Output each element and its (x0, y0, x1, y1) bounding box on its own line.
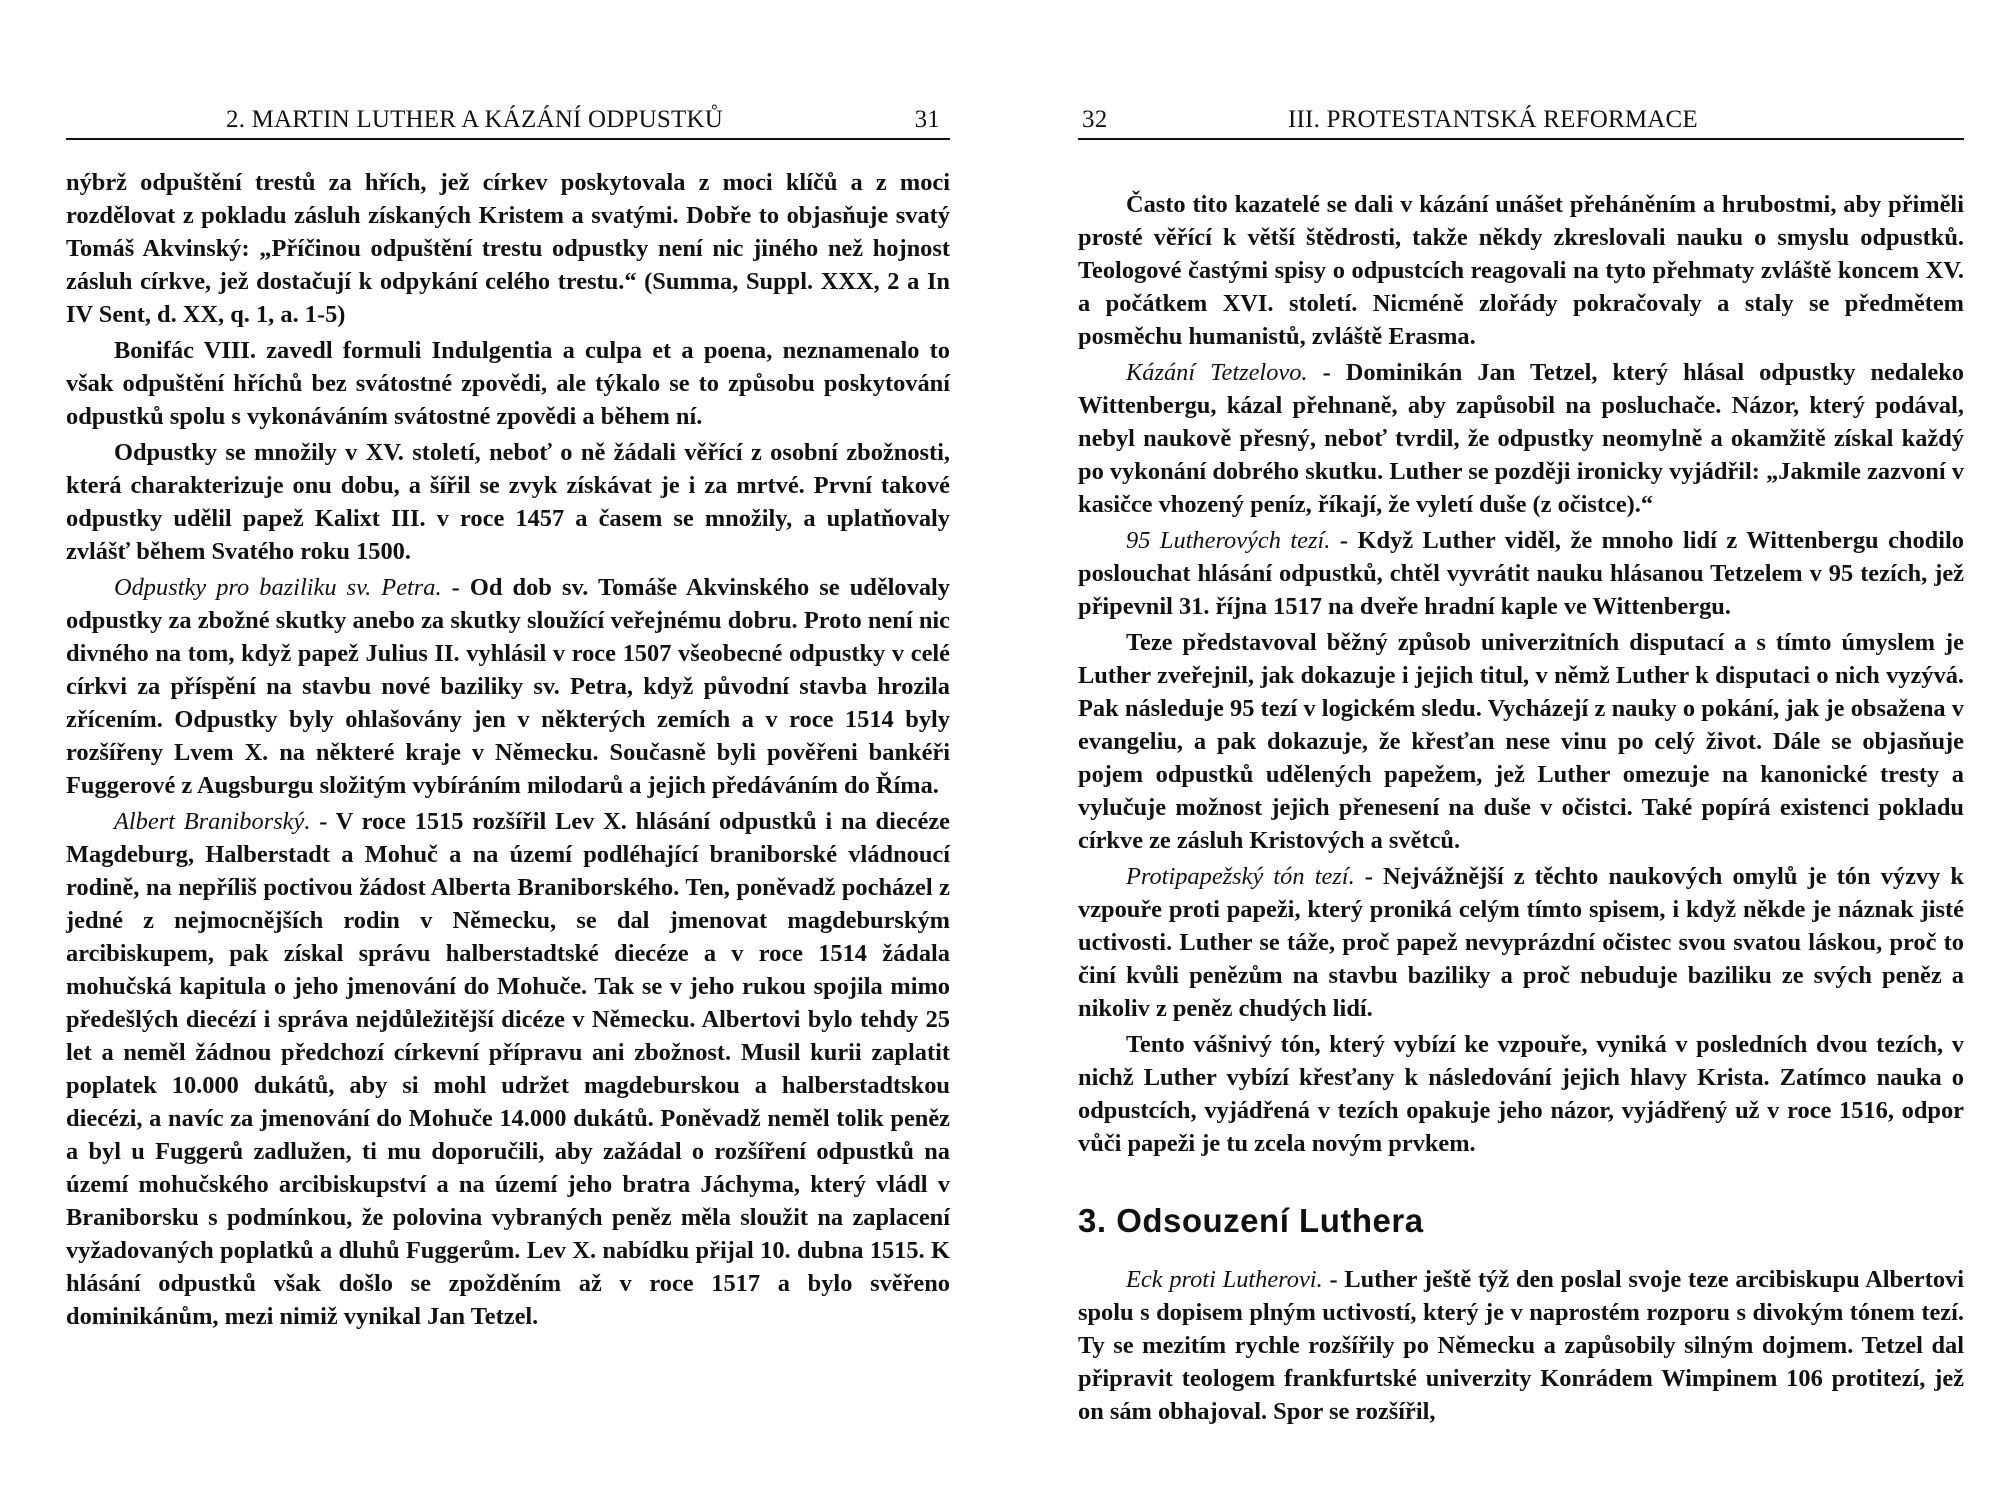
paragraph (1078, 356, 1964, 521)
paragraph (66, 334, 950, 433)
paragraph-text: Bonifác VIII. zavedl formuli Indulgentia a culpa et a poena, neznamenalo to však odpuštění hříchů bez svátostné zpovědi, ale týkalo se to způsobu poskytování odpustků spolu s vykonáváním svátostné zpovědi a během ní. (66, 337, 950, 430)
right-page (1078, 0, 1964, 1500)
paragraph (1078, 626, 1964, 857)
paragraph-text: - Dominikán Jan Tetzel, který hlásal odpustky nedaleko Wittenbergu, kázal přehnaně, aby zapůsobil na posluchače. Názor, který podával, nebyl naukově přesný, neboť tvrdil, že odpustky neomylně a okamžitě získal každý po vykonání dobrého skutku. Luther se později ironicky vyjádřil: „Jakmile zazvoní v kasičce vhozený peníz, říkají, že vyletí duše (z očistce).“ (1078, 359, 1964, 518)
paragraph-text: Teze představoval běžný způsob univerzitních disputací a s tímto úmyslem je Luther zveřejnil, jak dokazuje i jejich titul, v němž Luther k disputaci o nich vyzývá. Pak následuje 95 tezí v logickém sledu. Vycházejí z nauky o pokání, jak je obsažena v evangeliu, a pak dokazuje, že křesťan nese vinu po celý život. Dále se objasňuje pojem odpustků udělených papežem, jež Luther omezuje na kanonické tresty a vylučuje možnost jejich přenesení na duše v očistci. Také popírá existenci pokladu církve ze zásluh Kristových a světců. (1078, 629, 1964, 854)
left-running-title: 2. MARTIN LUTHER A KÁZÁNÍ ODPUSTKŮ (226, 106, 723, 133)
left-page (66, 0, 950, 1500)
right-running-title: III. PROTESTANTSKÁ REFORMACE (1288, 106, 1698, 133)
paragraph (66, 436, 950, 568)
paragraph-text: - Když Luther viděl, že mnoho lidí z Wittenbergu chodilo poslouchat hlásání odpustků, chtěl vyvrátit nauku hlásanou Tetzelem v 95 tezích, jež připevnil 31. října 1517 na dveře hradní kaple ve Wittenbergu. (1078, 527, 1964, 620)
paragraph-text: - Od dob sv. Tomáše Akvinského se udělovaly odpustky za zbožné skutky anebo za skutky sloužící veřejnému dobru. Proto není nic divného na tom, když papež Julius II. vyhlásil v roce 1507 všeobecné odpustky v celé církvi za příspění na stavbu nové baziliky sv. Petra, když původní stavba hrozila zřícením. Odpustky byly ohlašovány jen v některých zemích a v roce 1514 byly rozšířeny Lvem X. na některé kraje v Německu. Současně byli pověřeni bankéři Fuggerové z Augsburgu složitým vybíráním milodarů a jejich předáváním do Říma. (66, 574, 950, 799)
left-body-text (66, 166, 950, 1336)
paragraph (1078, 1263, 1964, 1428)
paragraph-text: Často tito kazatelé se dali v kázání unášet přeháněním a hrubostmi, aby přiměli prosté věřící k větší štědrosti, takže někdy zkreslovali nauku o smyslu odpustků. Teologové častými spisy o odpustcích reagovali na tyto přehmaty zvláště koncem XV. a počátkem XVI. století. Nicméně zlořády pokračovaly a staly se předmětem posměchu humanistů, zvláště Erasma. (1078, 191, 1964, 350)
paragraph-text: nýbrž odpuštění trestů za hřích, jež církev poskytovala z moci klíčů a z moci rozdělovat z pokladu zásluh získaných Kristem a svatými. Dobře to objasňuje svatý Tomáš Akvinský: „Příčinou odpuštění trestu odpustky není nic jiného než hojnost zásluh církve, jež dostačují k odpykání celého trestu.“ (Summa, Suppl. XXX, 2 a In IV Sent, d. XX, q. 1, a. 1-5) (66, 169, 950, 328)
paragraph (1078, 860, 1964, 1025)
paragraph (1078, 188, 1964, 353)
section-heading: 3. Odsouzení Luthera (1078, 1202, 1424, 1239)
left-page-number: 31 (914, 106, 940, 133)
paragraph (1078, 1028, 1964, 1160)
paragraph-text: Odpustky se množily v XV. století, neboť o ně žádali věřící z osobní zbožnosti, která charakterizuje onu dobu, a šířil se zvyk získávat je i za mrtvé. První takové odpustky udělil papež Kalixt III. v roce 1457 a časem se množily, a uplatňovaly zvlášť během Svatého roku 1500. (66, 439, 950, 565)
paragraph-text: - Nejvážnější z těchto naukových omylů je tón výzvy k vzpouře proti papeži, který proniká celým tímto spisem, i když někde je náznak jisté uctivosti. Luther se táže, proč papež nevyprázdní očistec svou svatou láskou, proč to činí kvůli penězům na stavbu baziliky a proč nebuduje baziliku ze svých peněz a nikoliv z peněz chudých lidí. (1078, 863, 1964, 1022)
right-body-text (1078, 188, 1964, 1431)
paragraph-lead: Odpustky pro baziliku sv. Petra. (114, 574, 442, 601)
paragraph (66, 571, 950, 802)
left-running-head (66, 104, 950, 140)
paragraph (66, 166, 950, 331)
paragraph-lead: Kázání Tetzelovo. (1126, 359, 1308, 386)
right-page-number: 32 (1082, 106, 1108, 133)
right-running-head (1078, 104, 1964, 140)
paragraph-lead: Protipapežský tón tezí. (1126, 863, 1355, 890)
paragraph-lead: Eck proti Lutherovi. (1126, 1266, 1323, 1293)
paragraph (1078, 524, 1964, 623)
paragraph (66, 805, 950, 1333)
paragraph-text: - Luther ještě týž den poslal svoje teze arcibiskupu Albertovi spolu s dopisem plným uctivostí, který je v naprostém rozporu s divokým tónem tezí. Ty se mezitím rychle rozšířily po Německu a zapůsobily silným dojmem. Tetzel dal připravit teologem frankfurtské univerzity Konrádem Wimpinem 106 protitezí, jež on sám obhajoval. Spor se rozšířil, (1078, 1266, 1964, 1425)
paragraph-text: - V roce 1515 rozšířil Lev X. hlásání odpustků i na diecéze Magdeburg, Halberstadt a Mohuč a na území podléhající braniborské vládnoucí rodině, na nepříliš poctivou žádost Alberta Braniborského. Ten, poněvadž pocházel z jedné z nejmocnějších rodin v Německu, se dal jmenovat magdeburským arcibiskupem, pak získal správu halberstadtské diecéze a v roce 1514 žádala mohučská kapitula o jeho jmenování do Mohuče. Tak se v jeho rukou spojila mimo předešlých diecézí i správa nejdůležitější dicéze v Německu. Albertovi bylo tehdy 25 let a neměl žádnou předchozí církevní přípravu ani zbožnost. Musil kurii zaplatit poplatek 10.000 dukátů, aby si mohl udržet magdeburskou a halberstadtskou diecézi, a navíc za jmenování do Mohuče 14.000 dukátů. Poněvadž neměl tolik peněz a byl u Fuggerů zadlužen, ti mu doporučili, aby zažádal o rozšíření odpustků na území mohučského arcibiskupství a na území jeho bratra Jáchyma, který vládl v Braniborsku s podmínkou, že polovina vybraných peněz měla sloužit na zaplacení vyžadovaných poplatků a dluhů Fuggerům. Lev X. nabídku přijal 10. dubna 1515. K hlásání odpustků však došlo se zpožděním až v roce 1517 a bylo svěřeno dominikánům, mezi nimiž vynikal Jan Tetzel. (66, 808, 950, 1330)
paragraph-text: Tento vášnivý tón, který vybízí ke vzpouře, vyniká v posledních dvou tezích, v nichž Luther vybízí křesťany k následování jejich hlavy Krista. Zatímco nauka o odpustcích, vyjádřená v tezích opakuje jeho názor, vyjádřený už v roce 1516, odpor vůči papeži je tu zcela novým prvkem. (1078, 1031, 1964, 1157)
paragraph-lead: 95 Lutherových tezí. (1126, 527, 1331, 554)
paragraph-lead: Albert Braniborský. (114, 808, 311, 835)
